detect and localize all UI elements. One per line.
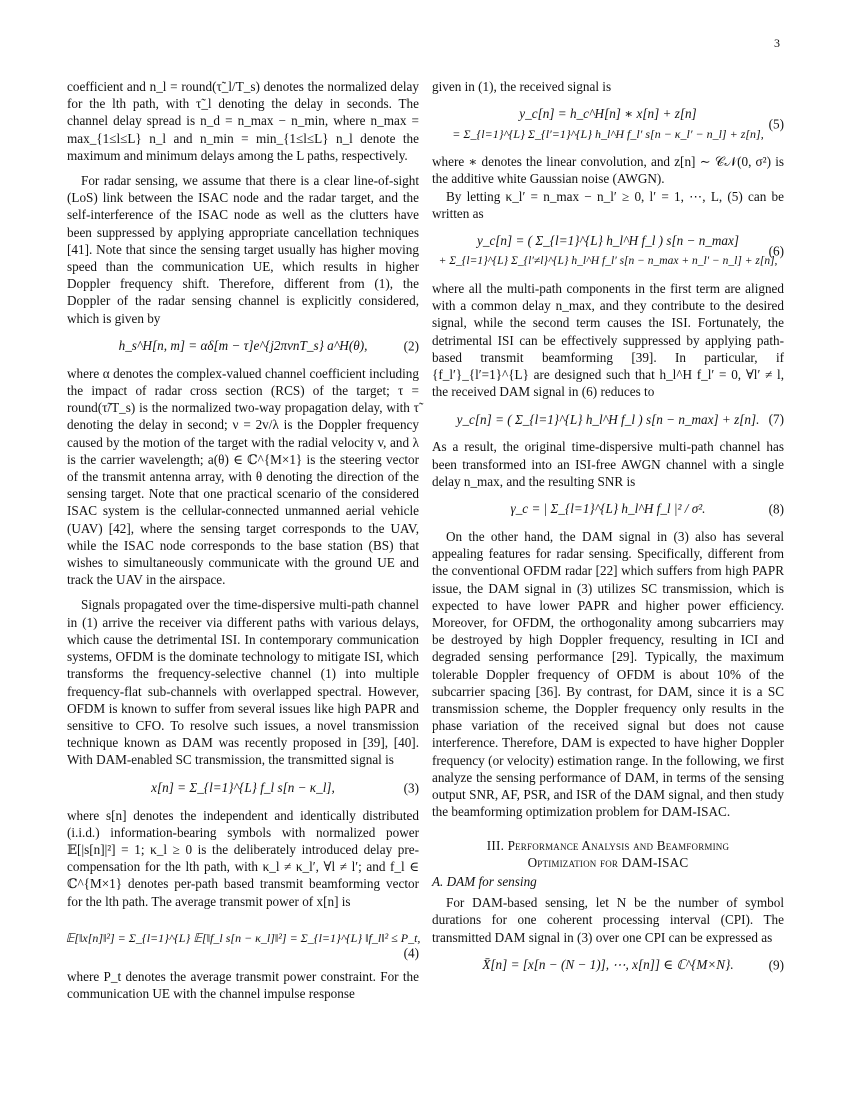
equation-expression: γ_c = | Σ_{l=1}^{L} h_l^H f_l |² / σ². bbox=[510, 501, 706, 517]
subsection-title: A. DAM for sensing bbox=[432, 873, 537, 889]
paragraph: On the other hand, the DAM signal in (3) also has several appealing features for radar sensing. Specifically, different from the conventional OFDM radar [22] which suffers from high PAPR issue, the DAM signal in (3) utilizes SC transmission, which is expected to have lower PAPR and higher power efficiency. Moreover, for OFDM, the orthogonality among subcarriers may be destroyed by high Doppler frequency, resulting in ICI and degraded sensing performance [29]. Typically, the maximum tolerable Doppler frequency of OFDM is about 10% of the subcarrier spacing [36]. By contrast, for DAM, since it is a SC transmission scheme, the Doppler frequency only results in the phase variation of the received signal but does not cause interference. Therefore, DAM is expected to have higher Doppler frequency (or velocity) estimation range. In the following, we first analyze the sensing performance of DAM, in terms of the sensing output SNR, AF, PSR, and ISR of the DAM signal, and then study the beamforming optimization problem for DAM-ISAC. bbox=[432, 529, 784, 820]
section-title-line: III. Performance Analysis and Beamforming bbox=[486, 837, 730, 853]
paragraph: where α denotes the complex-valued channel coefficient including the impact of radar cross section (RCS) of the target; τ = round(τ̃/T_s) is the normalized two-way propagation delay, with τ̃ denoting the delay in second; ν = 2v/λ is the Doppler frequency caused by the motion of the target with the radial velocity v, and λ is the carrier wavelength; a(θ) ∈ ℂ^{M×1} is the steering vector of the transmit antenna array, with θ denoting the direction of the sensing target. Note that one practical scenario of the considered ISAC system is the cellular-connected unmanned aerial vehicle (UAV) [42], where the sensing target corresponds to the UAV, while the ISAC node corresponds to the base station (BS) that wishes to simultaneously communicate with the ground UE and track the UAV in the airspace. bbox=[67, 365, 419, 588]
equation-expression-line: y_c[n] = ( Σ_{l=1}^{L} h_l^H f_l ) s[n − n_max] bbox=[477, 232, 739, 248]
equation-expression: h_s^H[n, m] = αδ[m − τ]e^{j2πνnT_s} a^H(θ), bbox=[118, 338, 368, 354]
equation-number: (6) bbox=[768, 243, 784, 259]
equation-number: (2) bbox=[403, 338, 419, 354]
paragraph: where s[n] denotes the independent and identically distributed (i.i.d.) information-bearing symbols with normalized power 𝔼[|s[n]|²] = 1; κ_l ≥ 0 is the deliberately introduced delay pre-compensation for the lth path, with κ_l ≠ κ_l′, ∀l ≠ l′; and f_l ∈ ℂ^{M×1} denotes per-path based transmit beamforming vector for the lth path. The average transmit power of x[n] is bbox=[67, 807, 419, 909]
paragraph: By letting κ_l′ = n_max − n_l′ ≥ 0, l′ = 1, ⋯, L, (5) can be written as bbox=[432, 188, 784, 221]
equation-expression: x[n] = Σ_{l=1}^{L} f_l s[n − κ_l], bbox=[151, 779, 335, 795]
section-title-line: Optimization for DAM-ISAC bbox=[527, 854, 689, 870]
paragraph: where ∗ denotes the linear convolution, and z[n] ∼ 𝒞𝒩(0, σ²) is the additive white Gaussian noise (AWGN). bbox=[432, 154, 784, 187]
paragraph: coefficient and n_l = round(τ̃_l/T_s) denotes the normalized delay for the lth path, with τ̃_l denoting the delay in seconds. The channel delay spread is n_d = n_max − n_min, where n_max = max_{1≤l≤L} n_l and n_min = min_{1≤l≤L} n_l denote the maximum and minimum delays among the L paths, respectively. bbox=[67, 79, 419, 163]
paragraph: where all the multi-path components in the first term are aligned with a common delay n_max, and they contribute to the desired signal, while the second term causes the ISI. Fortunately, the detrimental ISI can be effectively suppressed by applying path-based transmit beamforming [39]. In particular, if {f_l′}_{l′=1}^{L} are designed such that h_l^H f_l′ = 0, ∀l′ ≠ l, the received DAM signal in (6) reduces to bbox=[432, 281, 784, 400]
equation-expression: X̄[n] = [x[n − (N − 1)], ⋯, x[n]] ∈ ℂ^{M×N}. bbox=[482, 957, 734, 973]
equation-number: (3) bbox=[403, 779, 419, 795]
equation-expression-line: y_c[n] = h_c^H[n] ∗ x[n] + z[n] bbox=[519, 106, 697, 121]
equation-5 bbox=[432, 101, 784, 147]
equation-number: (4) bbox=[403, 944, 419, 960]
section-title bbox=[432, 837, 784, 871]
equation-4 bbox=[67, 916, 419, 962]
paragraph: For DAM-based sensing, let N be the number of symbol durations for one coherent processing interval (CPI). The transmitted DAM signal in (3) over one CPI can be expressed as bbox=[432, 895, 784, 945]
equation-number: (9) bbox=[768, 957, 784, 973]
equation-number: (5) bbox=[768, 116, 784, 132]
equation-number: (7) bbox=[768, 411, 784, 427]
equation-3 bbox=[67, 775, 419, 801]
equation-8 bbox=[432, 496, 784, 522]
equation-9 bbox=[432, 952, 784, 978]
equation-expression-line: + Σ_{l=1}^{L} Σ_{l′≠l}^{L} h_l^H f_l′ s[n − n_max + n_l′ − n_l] + z[n], bbox=[438, 255, 778, 268]
equation-expression: y_c[n] = ( Σ_{l=1}^{L} h_l^H f_l ) s[n − n_max] + z[n]. bbox=[456, 411, 760, 427]
left-column bbox=[67, 78, 419, 1002]
equation-expression: 𝔼[‖x[n]‖²] = Σ_{l=1}^{L} 𝔼[‖f_l s[n − κ_l]‖²] = Σ_{l=1}^{L} ‖f_l‖² ≤ P_t, bbox=[65, 931, 421, 946]
equation-2 bbox=[67, 333, 419, 359]
paragraph: As a result, the original time-dispersive multi-path channel has been transformed into an ISI-free AWGN channel with a single delay n_max, and the resulting SNR is bbox=[432, 439, 784, 489]
equation-7 bbox=[432, 406, 784, 432]
page-number: 3 bbox=[774, 36, 780, 50]
paragraph: For radar sensing, we assume that there is a clear line-of-sight (LoS) link between the ISAC node and the radar target, and the self-interference of the ISAC node as well as the clutters have been suppressed by applying appropriate cancellation techniques [41]. Note that since the sensing target usually has higher moving speed than the communication UE, which results in higher Doppler frequency shift. Therefore, different from (1), the Doppler of the radar sensing channel is explicitly considered, which is given by bbox=[67, 173, 419, 326]
paragraph: Signals propagated over the time-dispersive multi-path channel in (1) arrive the receiver via different paths with various delays, which cause the detrimental ISI. In contemporary communication systems, OFDM is the dominate technology to mitigate ISI, which transforms the frequency-selective channel (1) into multiple frequency-flat sub-channels with overlapped spectral. However, OFDM is known to suffer from several issues like high PAPR and sensitive to CFO. To resolve such issues, a novel transmission technique known as DAM was recently proposed in [39], [40]. With DAM-enabled SC transmission, the transmitted signal is bbox=[67, 597, 419, 768]
equation-expression-line: = Σ_{l=1}^{L} Σ_{l′=1}^{L} h_l^H f_l′ s[n − κ_l′ − n_l] + z[n], bbox=[452, 127, 764, 142]
right-column bbox=[432, 78, 784, 984]
paragraph: given in (1), the received signal is bbox=[432, 79, 612, 94]
equation-6 bbox=[432, 228, 784, 274]
equation-number: (8) bbox=[768, 501, 784, 517]
paragraph: where P_t denotes the average transmit power constraint. For the communication UE with the channel impulse response bbox=[67, 968, 419, 1001]
